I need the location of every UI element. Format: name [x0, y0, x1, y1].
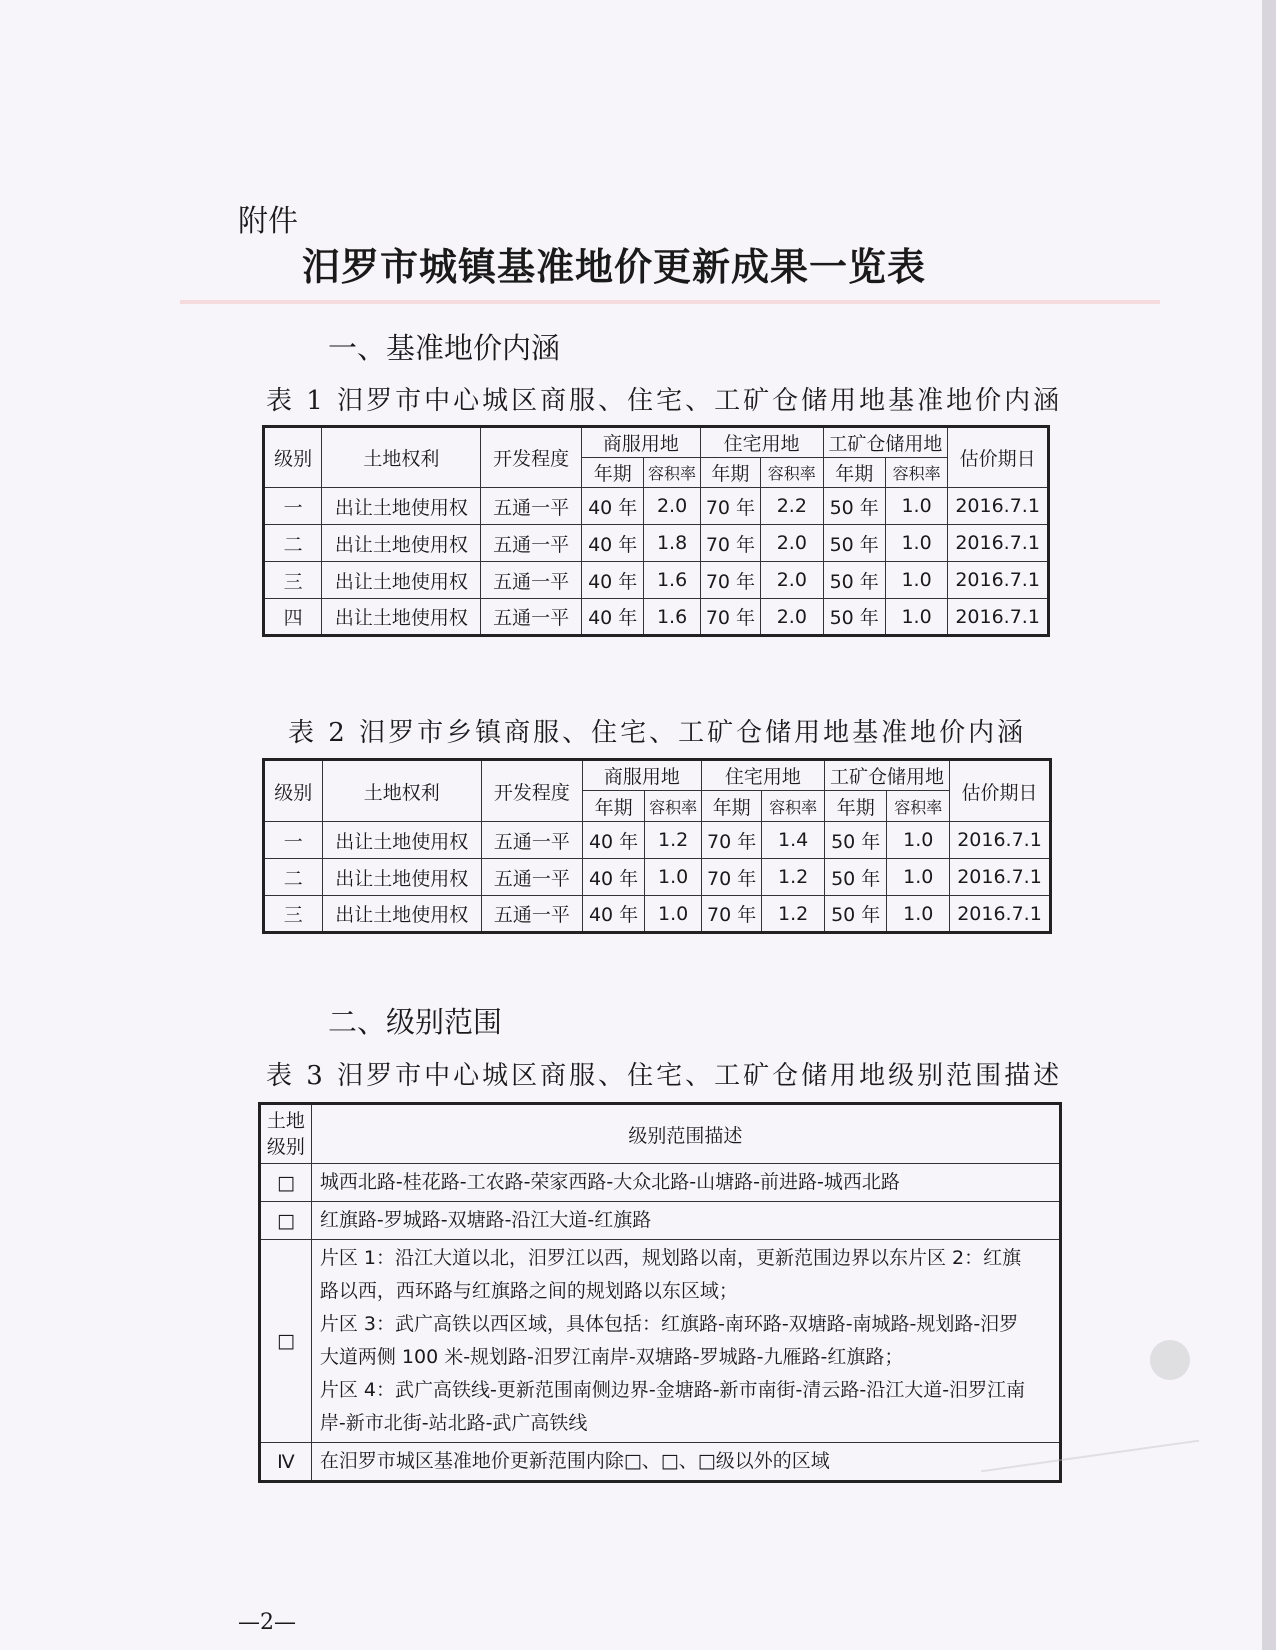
- cell-level: 二: [264, 525, 322, 562]
- cell-rights: 出让土地使用权: [322, 525, 481, 562]
- cell-i-far: 1.0: [887, 822, 950, 859]
- cell-c-far: 1.0: [645, 859, 702, 896]
- cell-rights: 出让土地使用权: [322, 859, 481, 896]
- cell-i-term: 50 年: [823, 562, 885, 599]
- section-2-heading: 二、级别范围: [328, 1005, 503, 1039]
- header-industrial: 工矿仓储用地: [824, 760, 949, 791]
- cell-r-far: 2.0: [761, 562, 823, 599]
- header-term: 年期: [824, 791, 887, 822]
- header-term: 年期: [823, 458, 885, 488]
- header-far: 容积率: [645, 791, 702, 822]
- cell-rights: 出让土地使用权: [322, 822, 481, 859]
- cell-description: 在汨罗市城区基准地价更新范围内除□、□、□级以外的区域: [311, 1443, 1060, 1482]
- cell-r-term: 70 年: [700, 488, 760, 525]
- description-line: 大道两侧 100 米-规划路-汨罗江南岸-双塘路-罗城路-九雁路-红旗路；: [319, 1346, 904, 1368]
- cell-i-far: 1.0: [887, 859, 950, 896]
- header-commercial: 商服用地: [582, 427, 701, 458]
- table-3-caption: 表 3 汨罗市中心城区商服、住宅、工矿仓储用地级别范围描述: [266, 1061, 1063, 1091]
- cell-r-far: 2.0: [761, 525, 823, 562]
- cell-level: □: [260, 1240, 312, 1443]
- document-title: 汨罗市城镇基准地价更新成果一览表: [302, 244, 927, 289]
- header-far: 容积率: [885, 458, 947, 488]
- cell-dev: 五通一平: [481, 562, 582, 599]
- cell-date: 2016.7.1: [948, 599, 1049, 636]
- cell-c-term: 40 年: [582, 896, 645, 933]
- cell-r-term: 70 年: [700, 562, 760, 599]
- header-land-level: [260, 1104, 312, 1164]
- cell-date: 2016.7.1: [948, 525, 1049, 562]
- cell-c-term: 40 年: [582, 859, 645, 896]
- cell-c-far: 1.2: [645, 822, 702, 859]
- cell-dev: 五通一平: [481, 822, 582, 859]
- cell-c-far: 1.6: [644, 599, 700, 636]
- description-line: 岸-新市北街-站北路-武广高铁线: [319, 1412, 588, 1434]
- attachment-label: 附件: [238, 204, 298, 239]
- cell-r-far: 2.0: [761, 599, 823, 636]
- table-row: [264, 488, 1049, 525]
- cell-date: 2016.7.1: [948, 488, 1049, 525]
- cell-c-far: 1.8: [644, 525, 700, 562]
- cell-date: 2016.7.1: [950, 822, 1051, 859]
- cell-i-far: 1.0: [885, 525, 947, 562]
- cell-level: □: [260, 1202, 312, 1240]
- table-row: [264, 525, 1049, 562]
- header-land-rights: 土地权利: [322, 427, 481, 488]
- header-level: 级别: [264, 760, 323, 822]
- cell-i-far: 1.0: [885, 562, 947, 599]
- cell-c-term: 40 年: [582, 562, 644, 599]
- header-term: 年期: [582, 458, 644, 488]
- header-far: 容积率: [644, 458, 700, 488]
- table-1-caption: 表 1 汨罗市中心城区商服、住宅、工矿仓储用地基准地价内涵: [266, 386, 1063, 416]
- cell-r-term: 70 年: [700, 525, 760, 562]
- cell-i-term: 50 年: [823, 599, 885, 636]
- cell-r-far: 1.2: [762, 859, 825, 896]
- page-edge: [1262, 0, 1276, 1650]
- cell-c-term: 40 年: [582, 822, 645, 859]
- table-row: [260, 1202, 1061, 1240]
- cell-dev: 五通一平: [481, 599, 582, 636]
- cell-rights: 出让土地使用权: [322, 488, 481, 525]
- cell-r-term: 70 年: [701, 822, 762, 859]
- cell-dev: 五通一平: [481, 859, 582, 896]
- cell-i-term: 50 年: [823, 488, 885, 525]
- table-row: [264, 859, 1051, 896]
- cell-r-term: 70 年: [700, 599, 760, 636]
- cell-i-far: 1.0: [887, 896, 950, 933]
- cell-date: 2016.7.1: [950, 859, 1051, 896]
- table-row: [260, 1240, 1061, 1443]
- cell-rights: 出让土地使用权: [322, 599, 481, 636]
- bleed-through-line: [180, 300, 1160, 304]
- cell-level: 二: [264, 859, 323, 896]
- page-number: —2—: [238, 1610, 296, 1635]
- cell-r-far: 1.4: [762, 822, 825, 859]
- cell-level: 一: [264, 822, 323, 859]
- table-row: [264, 599, 1049, 636]
- description-line: 片区 4：武广高铁线-更新范围南侧边界-金塘路-新市南街-清云路-沿江大道-汨罗江南: [319, 1379, 1026, 1401]
- cell-c-far: 1.0: [645, 896, 702, 933]
- cell-description: 红旗路-罗城路-双塘路-沿江大道-红旗路: [311, 1202, 1060, 1240]
- cell-i-term: 50 年: [824, 896, 887, 933]
- header-residential: 住宅用地: [701, 760, 824, 791]
- cell-i-term: 50 年: [824, 859, 887, 896]
- table-row: [264, 896, 1051, 933]
- section-1-heading: 一、基准地价内涵: [328, 331, 561, 365]
- header-valuation-date: 估价期日: [950, 760, 1051, 822]
- cell-level: 一: [264, 488, 322, 525]
- table-2-caption: 表 2 汨罗市乡镇商服、住宅、工矿仓储用地基准地价内涵: [288, 718, 1027, 748]
- header-land-level-line1: 土地: [266, 1110, 305, 1132]
- scan-noise: [1150, 1340, 1190, 1380]
- header-development: 开发程度: [481, 427, 582, 488]
- table-row: [264, 822, 1051, 859]
- header-residential: 住宅用地: [700, 427, 823, 458]
- header-term: 年期: [582, 791, 645, 822]
- cell-i-term: 50 年: [824, 822, 887, 859]
- header-far: 容积率: [762, 791, 825, 822]
- cell-date: 2016.7.1: [948, 562, 1049, 599]
- cell-c-term: 40 年: [582, 488, 644, 525]
- cell-rights: 出让土地使用权: [322, 562, 481, 599]
- cell-r-far: 2.2: [761, 488, 823, 525]
- cell-i-far: 1.0: [885, 599, 947, 636]
- cell-description: [311, 1240, 1060, 1443]
- cell-level: □: [260, 1164, 312, 1202]
- cell-dev: 五通一平: [481, 525, 582, 562]
- table-3: [258, 1102, 1062, 1483]
- cell-dev: 五通一平: [481, 896, 582, 933]
- description-line: 片区 1：沿江大道以北，汨罗江以西，规划路以南，更新范围边界以东片区 2：红旗: [319, 1247, 1022, 1269]
- cell-dev: 五通一平: [481, 488, 582, 525]
- cell-c-far: 1.6: [644, 562, 700, 599]
- header-term: 年期: [700, 458, 760, 488]
- cell-rights: 出让土地使用权: [322, 896, 481, 933]
- table-2: [262, 758, 1052, 934]
- header-term: 年期: [701, 791, 762, 822]
- cell-i-term: 50 年: [823, 525, 885, 562]
- header-industrial: 工矿仓储用地: [823, 427, 948, 458]
- table-row: [264, 562, 1049, 599]
- header-valuation-date: 估价期日: [948, 427, 1049, 488]
- header-land-rights: 土地权利: [322, 760, 481, 822]
- cell-c-term: 40 年: [582, 525, 644, 562]
- cell-level: 三: [264, 562, 322, 599]
- header-range-description: 级别范围描述: [311, 1104, 1060, 1164]
- description-line: 片区 3：武广高铁以西区域，具体包括：红旗路-南环路-双塘路-南城路-规划路-汨罗: [319, 1313, 1019, 1335]
- cell-c-term: 40 年: [582, 599, 644, 636]
- header-far: 容积率: [761, 458, 823, 488]
- header-far: 容积率: [887, 791, 950, 822]
- cell-r-term: 70 年: [701, 896, 762, 933]
- header-commercial: 商服用地: [582, 760, 701, 791]
- cell-level: Ⅳ: [260, 1443, 312, 1482]
- cell-date: 2016.7.1: [950, 896, 1051, 933]
- table-row: [260, 1443, 1061, 1482]
- description-line: 路以西，西环路与红旗路之间的规划路以东区域；: [319, 1280, 738, 1302]
- table-row: [260, 1164, 1061, 1202]
- header-level: 级别: [264, 427, 322, 488]
- cell-r-term: 70 年: [701, 859, 762, 896]
- cell-r-far: 1.2: [762, 896, 825, 933]
- cell-c-far: 2.0: [644, 488, 700, 525]
- cell-level: 三: [264, 896, 323, 933]
- cell-i-far: 1.0: [885, 488, 947, 525]
- cell-level: 四: [264, 599, 322, 636]
- table-1: [262, 425, 1050, 637]
- cell-description: 城西北路-桂花路-工农路-荣家西路-大众北路-山塘路-前进路-城西北路: [311, 1164, 1060, 1202]
- header-development: 开发程度: [481, 760, 582, 822]
- header-land-level-line2: 级别: [266, 1136, 305, 1158]
